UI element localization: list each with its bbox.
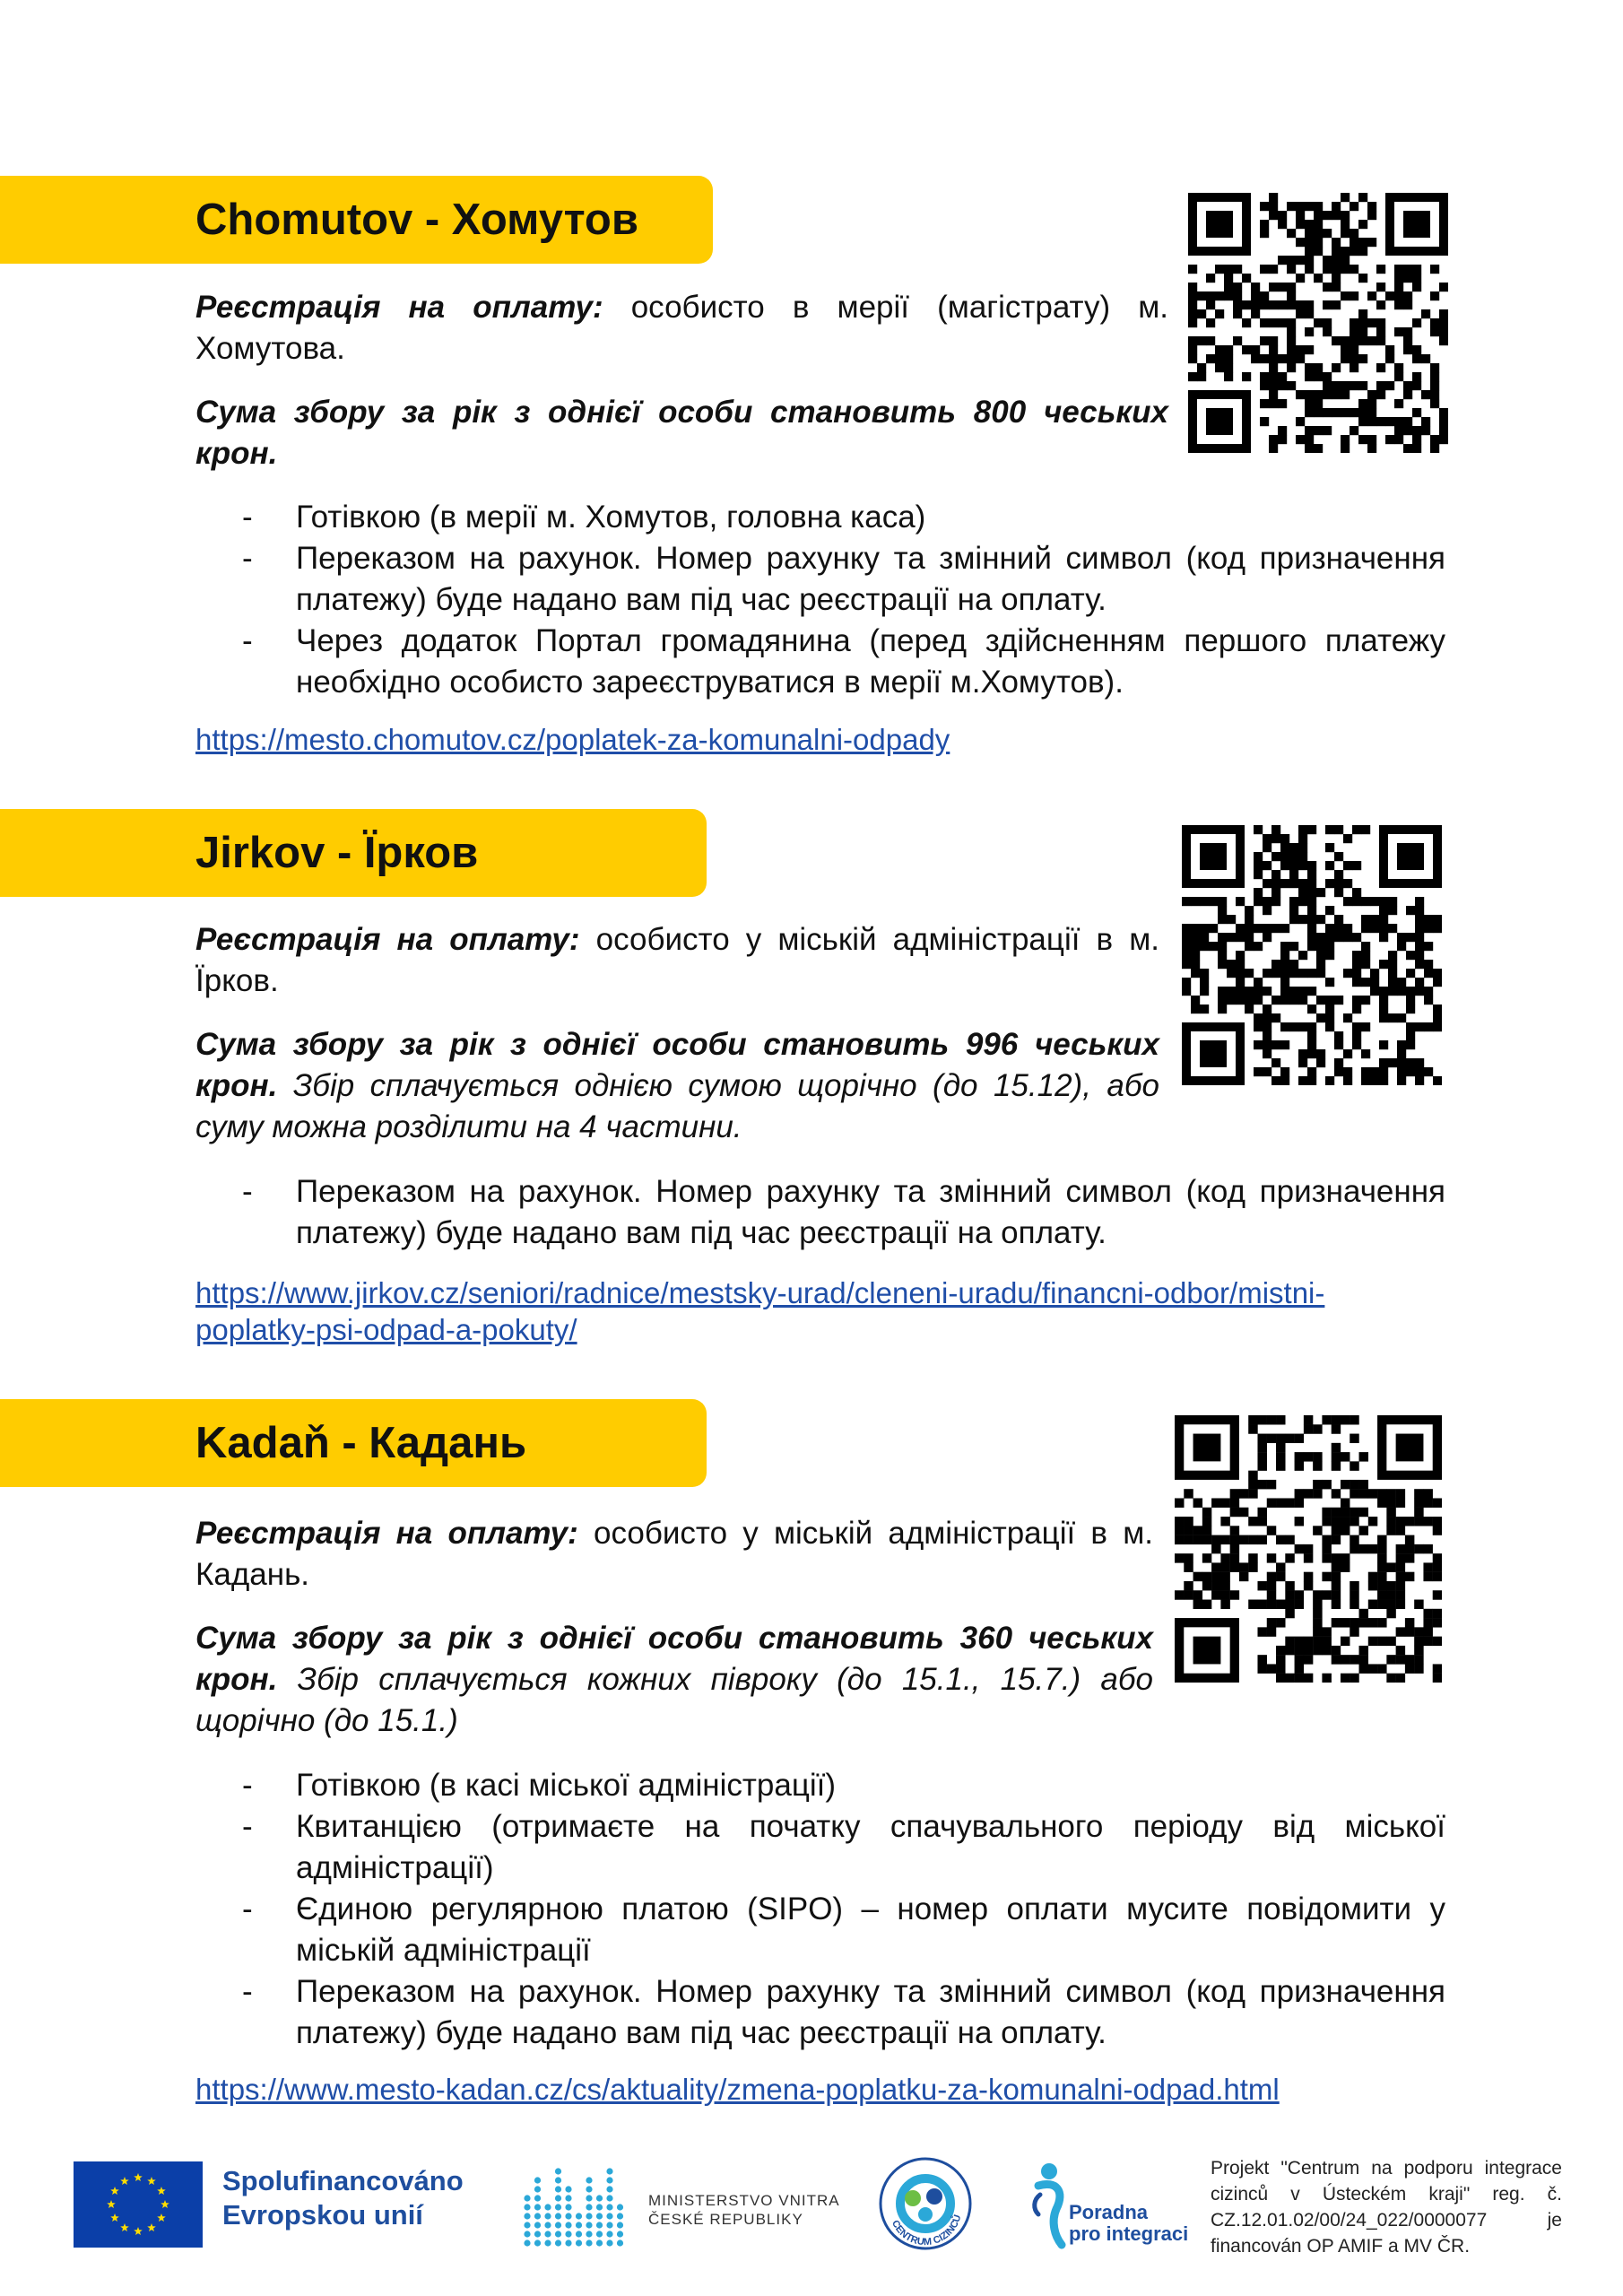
ministry-dot-icon xyxy=(586,2231,592,2237)
list-item: - Готівкою (в касі міської адміністрації) xyxy=(242,1768,837,1803)
ministry-dot-icon xyxy=(586,2177,592,2183)
registration-text: особисто у міській адміністрації в м. Їрков. xyxy=(195,922,1159,998)
ministry-dot-icon xyxy=(555,2239,561,2246)
registration-paragraph xyxy=(195,1513,1153,1596)
ministry-dot-icon xyxy=(524,2239,530,2246)
list-item: - Переказом на рахунок. Номер рахунку та змінний символ (код призначення платежу) буде надано вам під час реєстрації на оплату. xyxy=(242,1974,1445,2050)
ministry-dot-icon xyxy=(555,2177,561,2183)
ministry-dot-icon xyxy=(576,2222,582,2228)
ministry-dot-icon xyxy=(565,2195,571,2201)
list-item: - Єдиною регулярною платою (SIPO) – номер оплати мусите повідомити у міській адміністрації xyxy=(242,1892,1445,1968)
jirkov-link-line2[interactable]: poplatky-psi-odpad-a-pokuty/ xyxy=(195,1313,577,1346)
ministry-dot-icon xyxy=(586,2239,592,2246)
qr-code-icon[interactable] xyxy=(1182,825,1442,1085)
ministry-dot-icon xyxy=(617,2239,623,2246)
fee-amount: Сума збору за рік з однієї особи становить 996 чеських крон. xyxy=(195,1027,1159,1103)
ministry-dot-icon xyxy=(586,2213,592,2219)
registration-paragraph xyxy=(195,287,1168,370)
section-banner xyxy=(0,809,707,897)
ministry-dot-icon xyxy=(544,2231,551,2237)
footer-logos xyxy=(0,2148,1623,2265)
fee-amount: Сума збору за рік з однієї особи становить 800 чеських крон. xyxy=(195,395,1168,471)
ministry-dot-icon xyxy=(617,2222,623,2228)
registration-label: Реєстрація на оплату: xyxy=(195,922,580,957)
list-item: - Переказом на рахунок. Номер рахунку та змінний символ (код призначення платежу) буде надано вам під час реєстрації на оплату. xyxy=(242,541,1445,617)
ministry-dot-icon xyxy=(555,2231,561,2237)
ministry-dot-icon xyxy=(596,2231,603,2237)
ministry-dot-icon xyxy=(524,2231,530,2237)
payment-methods-list xyxy=(242,1765,1445,2054)
ministry-dot-icon xyxy=(555,2222,561,2228)
ministry-dot-icon xyxy=(617,2213,623,2219)
ministry-dot-icon xyxy=(524,2204,530,2210)
fee-note: Збір сплачується однією сумою щорічно (до 15.12), або суму можна розділити на 4 частини. xyxy=(195,1068,1159,1144)
payment-methods-list xyxy=(242,497,1445,703)
ministry-dot-icon xyxy=(565,2204,571,2210)
fee-paragraph xyxy=(195,1024,1159,1148)
section-banner xyxy=(0,1399,707,1487)
ministry-dot-icon xyxy=(544,2204,551,2210)
ministry-dot-icon xyxy=(606,2186,612,2192)
fee-note: Збір сплачується кожних півроку (до 15.1., 15.7.) або щорічно (до 15.1.) xyxy=(195,1662,1153,1738)
ministry-dot-icon xyxy=(586,2204,592,2210)
registration-paragraph xyxy=(195,919,1159,1002)
registration-text: особисто в мерії (магістрату) м. Хомутова. xyxy=(195,290,1168,366)
ministry-dot-icon xyxy=(596,2195,603,2201)
ministry-dot-icon xyxy=(544,2239,551,2246)
ministry-dot-icon xyxy=(576,2239,582,2246)
fee-paragraph xyxy=(195,1618,1153,1742)
fee-amount: Сума збору за рік з однієї особи становить 360 чеських крон. xyxy=(195,1621,1153,1697)
ministry-dot-icon xyxy=(534,2195,541,2201)
qr-code-icon[interactable] xyxy=(1175,1415,1442,1683)
ministry-dot-icon xyxy=(534,2231,541,2237)
centrum-label: CENTRUM CIZINCŮ xyxy=(889,2213,964,2248)
list-item: - Квитанцією (отримаєте на початку спачувального періоду від міської адміністрації) xyxy=(242,1809,1445,1885)
ministry-dot-icon xyxy=(606,2239,612,2246)
ministry-dot-icon xyxy=(555,2204,561,2210)
project-info: Projekt "Centrum na podporu integrace cizinců v Ústeckém kraji" reg. č. CZ.12.01.02/00/24_022/0000077 je financován OP AMIF a MV ČR. xyxy=(1211,2158,1562,2257)
poradna-text: Poradna pro integraci xyxy=(1069,2201,1189,2245)
ministry-dot-icon xyxy=(534,2186,541,2192)
ministry-dot-icon xyxy=(565,2213,571,2219)
ministry-dot-icon xyxy=(565,2222,571,2228)
section-title: Chomutov - Хомутов xyxy=(195,196,638,244)
ministry-dot-icon xyxy=(596,2204,603,2210)
chomutov-link[interactable]: https://mesto.chomutov.cz/poplatek-za-komunalni-odpady xyxy=(195,723,950,756)
section-title: Jirkov - Їрков xyxy=(195,829,479,877)
ministry-dot-icon xyxy=(555,2168,561,2174)
ministry-dot-icon xyxy=(596,2222,603,2228)
ministry-dot-icon xyxy=(534,2239,541,2246)
registration-text: особисто у міській адміністрації в м. Кадань. xyxy=(195,1516,1153,1592)
ministry-dot-icon xyxy=(544,2222,551,2228)
ministry-dot-icon xyxy=(534,2204,541,2210)
ministry-dot-icon xyxy=(555,2186,561,2192)
registration-label: Реєстрація на оплату: xyxy=(195,290,603,325)
ministry-name: MINISTERSTVO VNITRA ČESKÉ REPUBLIKY xyxy=(648,2192,840,2228)
ministry-dot-icon xyxy=(544,2213,551,2219)
ministry-dot-icon xyxy=(606,2177,612,2183)
ministry-dot-icon xyxy=(617,2204,623,2210)
eu-flag-icon xyxy=(74,2161,203,2248)
ministry-dot-icon xyxy=(586,2195,592,2201)
ministry-dot-icon xyxy=(606,2195,612,2201)
ministry-dot-icon xyxy=(524,2213,530,2219)
ministry-dot-icon xyxy=(565,2239,571,2246)
fee-paragraph xyxy=(195,392,1168,474)
ministry-dot-icon xyxy=(524,2222,530,2228)
list-item: - Через додаток Портал громадянина (перед здійсненням першого платежу необхідно особисто зареєструватися в мерії м.Хомутов). xyxy=(242,623,1445,700)
ministry-dot-icon xyxy=(576,2213,582,2219)
ministry-dot-icon xyxy=(617,2231,623,2237)
jirkov-link-line1[interactable]: https://www.jirkov.cz/seniori/radnice/mestsky-urad/cleneni-uradu/financni-odbor/mistni- xyxy=(195,1276,1325,1309)
ministry-dot-icon xyxy=(596,2213,603,2219)
ministry-dot-icon xyxy=(606,2222,612,2228)
ministry-dot-icon xyxy=(596,2239,603,2246)
ministry-dot-icon xyxy=(524,2195,530,2201)
ministry-dot-icon xyxy=(576,2231,582,2237)
ministry-dot-icon xyxy=(606,2213,612,2219)
centrum-cizincu-logo-icon xyxy=(877,2155,974,2252)
list-item: - Переказом на рахунок. Номер рахунку та змінний символ (код призначення платежу) буде надано вам під час реєстрації на оплату. xyxy=(242,1174,1445,1250)
kadan-link[interactable]: https://www.mesto-kadan.cz/cs/aktuality/zmena-poplatku-za-komunalni-odpad.html xyxy=(195,2073,1280,2106)
ministry-logo-icon xyxy=(522,2159,629,2248)
eu-cofinanced-text: Spolufinancováno Evropskou unií xyxy=(222,2165,464,2231)
ministry-dot-icon xyxy=(586,2222,592,2228)
payment-methods-list xyxy=(242,1171,1445,1254)
qr-code-icon[interactable] xyxy=(1188,193,1448,453)
section-title: Kadaň - Кадань xyxy=(195,1419,527,1467)
ministry-dot-icon xyxy=(565,2231,571,2237)
ministry-dot-icon xyxy=(606,2204,612,2210)
ministry-dot-icon xyxy=(565,2186,571,2192)
ministry-dot-icon xyxy=(555,2213,561,2219)
ministry-dot-icon xyxy=(555,2195,561,2201)
ministry-dot-icon xyxy=(534,2177,541,2183)
section-banner xyxy=(0,176,713,264)
list-item: - Готівкою (в мерії м. Хомутов, головна каса) xyxy=(242,500,926,535)
ministry-dot-icon xyxy=(534,2222,541,2228)
ministry-dot-icon xyxy=(606,2231,612,2237)
ministry-dot-icon xyxy=(606,2168,612,2174)
ministry-dot-icon xyxy=(534,2213,541,2219)
ministry-dot-icon xyxy=(586,2186,592,2192)
registration-label: Реєстрація на оплату: xyxy=(195,1516,578,1551)
